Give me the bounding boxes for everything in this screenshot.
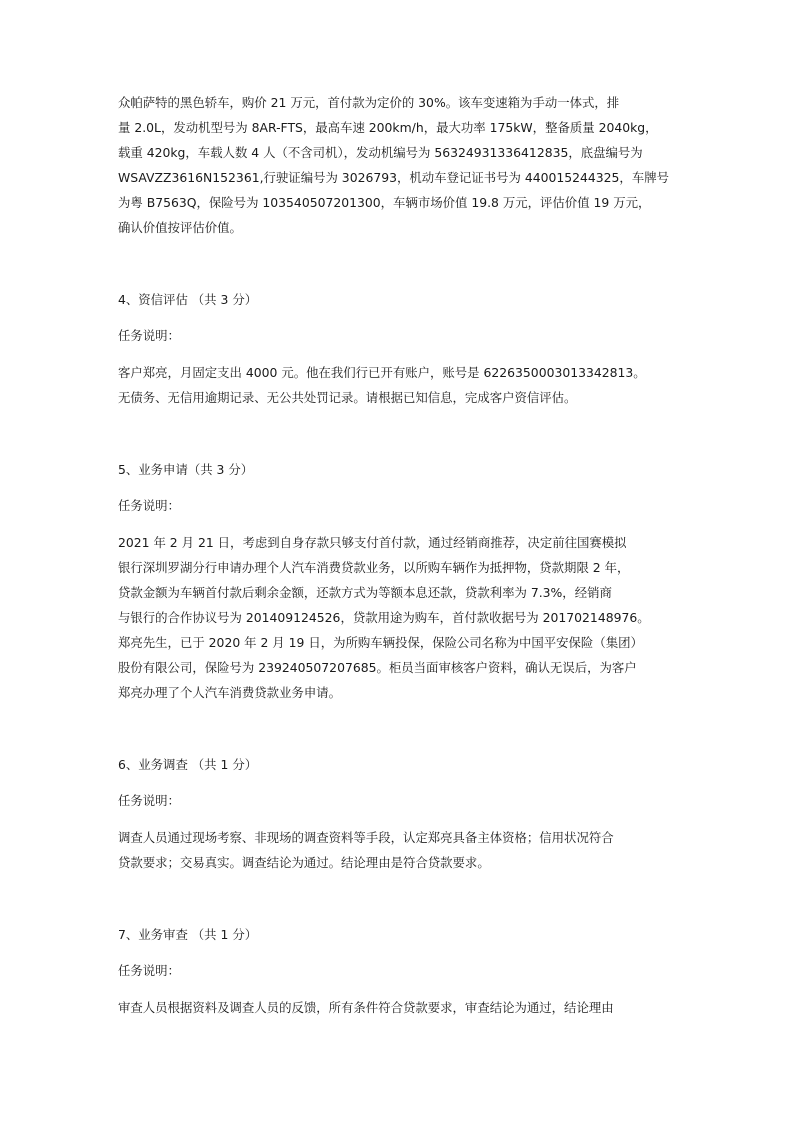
task-description-label: 任务说明： xyxy=(118,793,180,808)
text-line: 郑亮办理了个人汽车消费贷款业务申请。 xyxy=(118,685,342,700)
text-line: WSAVZZ3616N152361,行驶证编号为 3026793，机动车登记证书号为 440015244325，车牌号 xyxy=(118,170,669,185)
section-heading: 5、业务申请（共 3 分） xyxy=(118,462,254,477)
section-paragraph xyxy=(118,995,684,1020)
text-line: 与银行的合作协议号为 201409124526，贷款用途为购车，首付款收据号为 201702148976。 xyxy=(118,610,650,625)
section-business-application xyxy=(118,457,684,705)
text-line: 贷款金额为车辆首付款后剩余金额，还款方式为等额本息还款，贷款利率为 7.3%，经销商 xyxy=(118,585,612,600)
text-line: 量 2.0L，发动机型号为 8AR-FTS，最高车速 200km/h，最大功率 175kW，整备质量 2040kg， xyxy=(118,120,658,135)
text-line: 2021 年 2 月 21 日，考虑到自身存款只够支付首付款，通过经销商推荐，决定前往国赛模拟 xyxy=(118,535,627,550)
text-line: 银行深圳罗湖分行申请办理个人汽车消费贷款业务，以所购车辆作为抵押物，贷款期限 2 年， xyxy=(118,560,630,575)
section-business-review xyxy=(118,922,684,1020)
text-line: 确认价值按评估价值。 xyxy=(118,220,242,235)
task-description-label: 任务说明： xyxy=(118,328,180,343)
text-line: 无债务、无信用逾期记录、无公共处罚记录。请根据已知信息，完成客户资信评估。 xyxy=(118,390,577,405)
task-description-label: 任务说明： xyxy=(118,498,180,513)
text-line: 为粤 B7563Q，保险号为 103540507201300，车辆市场价值 19.8 万元，评估价值 19 万元， xyxy=(118,195,651,210)
text-line: 审查人员根据资料及调查人员的反馈，所有条件符合贷款要求，审查结论为通过，结论理由 xyxy=(118,1000,614,1015)
text-line: 调查人员通过现场考察、非现场的调查资料等手段，认定郑亮具备主体资格；信用状况符合 xyxy=(118,830,614,845)
section-heading: 4、资信评估 （共 3 分） xyxy=(118,292,258,307)
text-line: 载重 420kg，车载人数 4 人（不含司机），发动机编号为 56324931336412835，底盘编号为 xyxy=(118,145,643,160)
section-paragraph xyxy=(118,360,684,410)
text-line: 众帕萨特的黑色轿车，购价 21 万元，首付款为定价的 30%。该车变速箱为手动一体式，排 xyxy=(118,95,620,110)
text-line: 客户郑亮，月固定支出 4000 元。他在我们行已开有账户，账号是 6226350003013342813。 xyxy=(118,365,646,380)
task-description-label: 任务说明： xyxy=(118,963,180,978)
document-page xyxy=(118,90,684,1020)
section-credit-assessment xyxy=(118,287,684,410)
section-paragraph xyxy=(118,530,684,705)
text-line: 股份有限公司，保险号为 239240507207685。柜员当面审核客户资料，确认无误后，为客户 xyxy=(118,660,637,675)
section-business-investigation xyxy=(118,752,684,875)
text-line: 郑亮先生，已于 2020 年 2 月 19 日，为所购车辆投保，保险公司名称为中国平安保险（集团） xyxy=(118,635,643,650)
section-heading: 7、业务审查 （共 1 分） xyxy=(118,927,258,942)
intro-paragraph xyxy=(118,90,684,240)
section-heading: 6、业务调查 （共 1 分） xyxy=(118,757,258,772)
text-line: 贷款要求；交易真实。调查结论为通过。结论理由是符合贷款要求。 xyxy=(118,855,490,870)
section-paragraph xyxy=(118,825,684,875)
